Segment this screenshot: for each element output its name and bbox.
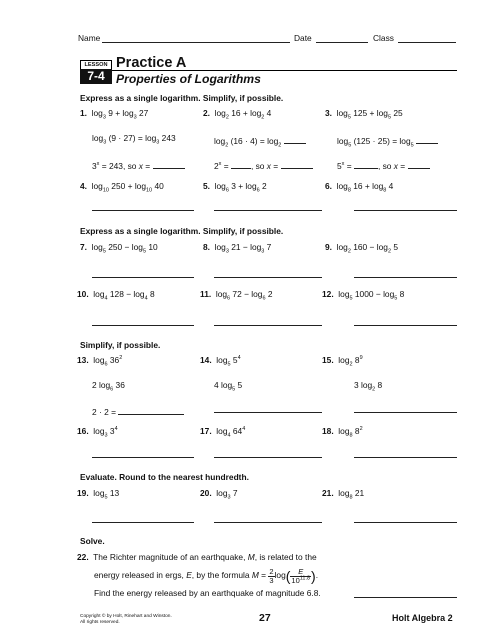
title-rule (112, 70, 457, 71)
problem-10: 10. $\log_4 128 - \log_4 8$ (77, 289, 155, 302)
problem-16: 16. $\log_3 3^4$ (77, 426, 118, 439)
problem-11: 11. $\log_6 72 - \log_6 2$ (200, 289, 273, 302)
problem-20: 20. $\log_3 7$ (200, 488, 238, 501)
problem-2: 2. $\log_2 16 + \log_2 4$ (203, 108, 272, 121)
problem-21: 21. $\log_8 21$ (322, 488, 365, 501)
answer-11[interactable] (214, 325, 322, 326)
problem-5: 5. $\log_6 3 + \log_6 2$ (203, 181, 267, 194)
answer-16[interactable] (92, 457, 194, 458)
answer-17[interactable] (214, 457, 322, 458)
worksheet-subtitle: Properties of Logarithms (116, 72, 261, 86)
problem-3: 3. $\log_5 125 + \log_5 25$ (325, 108, 403, 121)
problem-9: 9. $\log_2 160 - \log_2 5$ (325, 242, 398, 255)
answer-19[interactable] (92, 522, 194, 523)
class-field[interactable] (398, 42, 456, 43)
answer-6[interactable] (354, 210, 457, 211)
problem-13-solve: 2 · 2 = (92, 405, 184, 416)
answer-8[interactable] (214, 277, 322, 278)
answer-15[interactable] (354, 412, 457, 413)
problem-22-line1: 22. The Richter magnitude of an earthquake, M, is related to the (77, 552, 317, 562)
answer-22[interactable] (354, 597, 457, 598)
problem-22-line3: Find the energy released by an earthquake of magnitude 6.8. (94, 588, 321, 598)
copyright-line-2: All rights reserved. (80, 620, 120, 625)
answer-12[interactable] (354, 325, 457, 326)
answer-18[interactable] (354, 457, 457, 458)
problem-3-step: $\log_5 (125 \cdot 25) = \log_5$ (337, 134, 438, 146)
section-4-heading: Evaluate. Round to the nearest hundredth. (80, 472, 249, 482)
lesson-number: 7-4 (80, 69, 112, 84)
problem-19: 19. $\log_5 13$ (77, 488, 120, 501)
problem-18: 18. $\log_8 8^2$ (322, 426, 363, 439)
problem-13-step: 2 $\log_6 36$ (92, 380, 125, 393)
answer-10[interactable] (92, 325, 194, 326)
copyright-line-1: Copyright © by Holt, Rinehart and Winston. (80, 614, 172, 619)
problem-14-step: 4 $\log_5 5$ (214, 380, 243, 393)
problem-1: 1. $\log_3 9 + \log_3 27$ (80, 108, 149, 121)
problem-1-solve: $3^x = 243$, so x = (92, 159, 185, 170)
answer-14[interactable] (214, 412, 322, 413)
problem-8: 8. $\log_3 21 - \log_3 7$ (203, 242, 272, 255)
problem-2-solve: $2^x$ = , so x = (214, 159, 313, 170)
problem-4: 4. $\log_{10} 250 + \log_{10} 40$ (80, 181, 164, 194)
answer-9[interactable] (354, 277, 457, 278)
worksheet-title: Practice A (116, 55, 187, 71)
problem-7: 7. $\log_5 250 - \log_5 10$ (80, 242, 158, 255)
problem-22-line2: energy released in ergs, E, by the formula M = $\frac{2}{3}$ log( $\frac{E}{10^{11.8}}$ ). (94, 567, 319, 585)
answer-20[interactable] (214, 522, 322, 523)
page-number: 27 (259, 612, 271, 624)
problem-15-step: 3 $\log_2 8$ (354, 380, 383, 393)
name-field[interactable] (102, 42, 290, 43)
answer-5[interactable] (214, 210, 322, 211)
problem-2-step: $\log_2 (16 \cdot 4) = \log_2$ (214, 134, 306, 146)
section-5-heading: Solve. (80, 536, 105, 546)
problem-12: 12. $\log_5 1000 - \log_5 8$ (322, 289, 405, 302)
answer-21[interactable] (354, 522, 457, 523)
class-label: Class (373, 33, 394, 43)
answer-4[interactable] (92, 210, 194, 211)
problem-3-solve: $5^x$ = , so x = (337, 159, 430, 170)
problem-1-step: $\log_3 (9 \cdot 27) = \log_3 243$ (92, 133, 176, 146)
problem-15: 15. $\log_2 8^9$ (322, 355, 363, 368)
problem-14: 14. $\log_5 5^4$ (200, 355, 241, 368)
lesson-tag: LESSON (80, 60, 112, 71)
date-field[interactable] (316, 42, 368, 43)
section-2-heading: Express as a single logarithm. Simplify, if possible. (80, 226, 284, 236)
answer-7[interactable] (92, 277, 194, 278)
date-label: Date (294, 33, 312, 43)
section-3-heading: Simplify, if possible. (80, 340, 161, 350)
problem-6: 6. $\log_8 16 + \log_8 4$ (325, 181, 394, 194)
section-1-heading: Express as a single logarithm. Simplify, if possible. (80, 93, 284, 103)
problem-17: 17. $\log_4 64^4$ (200, 426, 246, 439)
book-title: Holt Algebra 2 (392, 613, 453, 623)
name-label: Name (78, 33, 101, 43)
problem-13: 13. $\log_6 36^2$ (77, 355, 123, 368)
